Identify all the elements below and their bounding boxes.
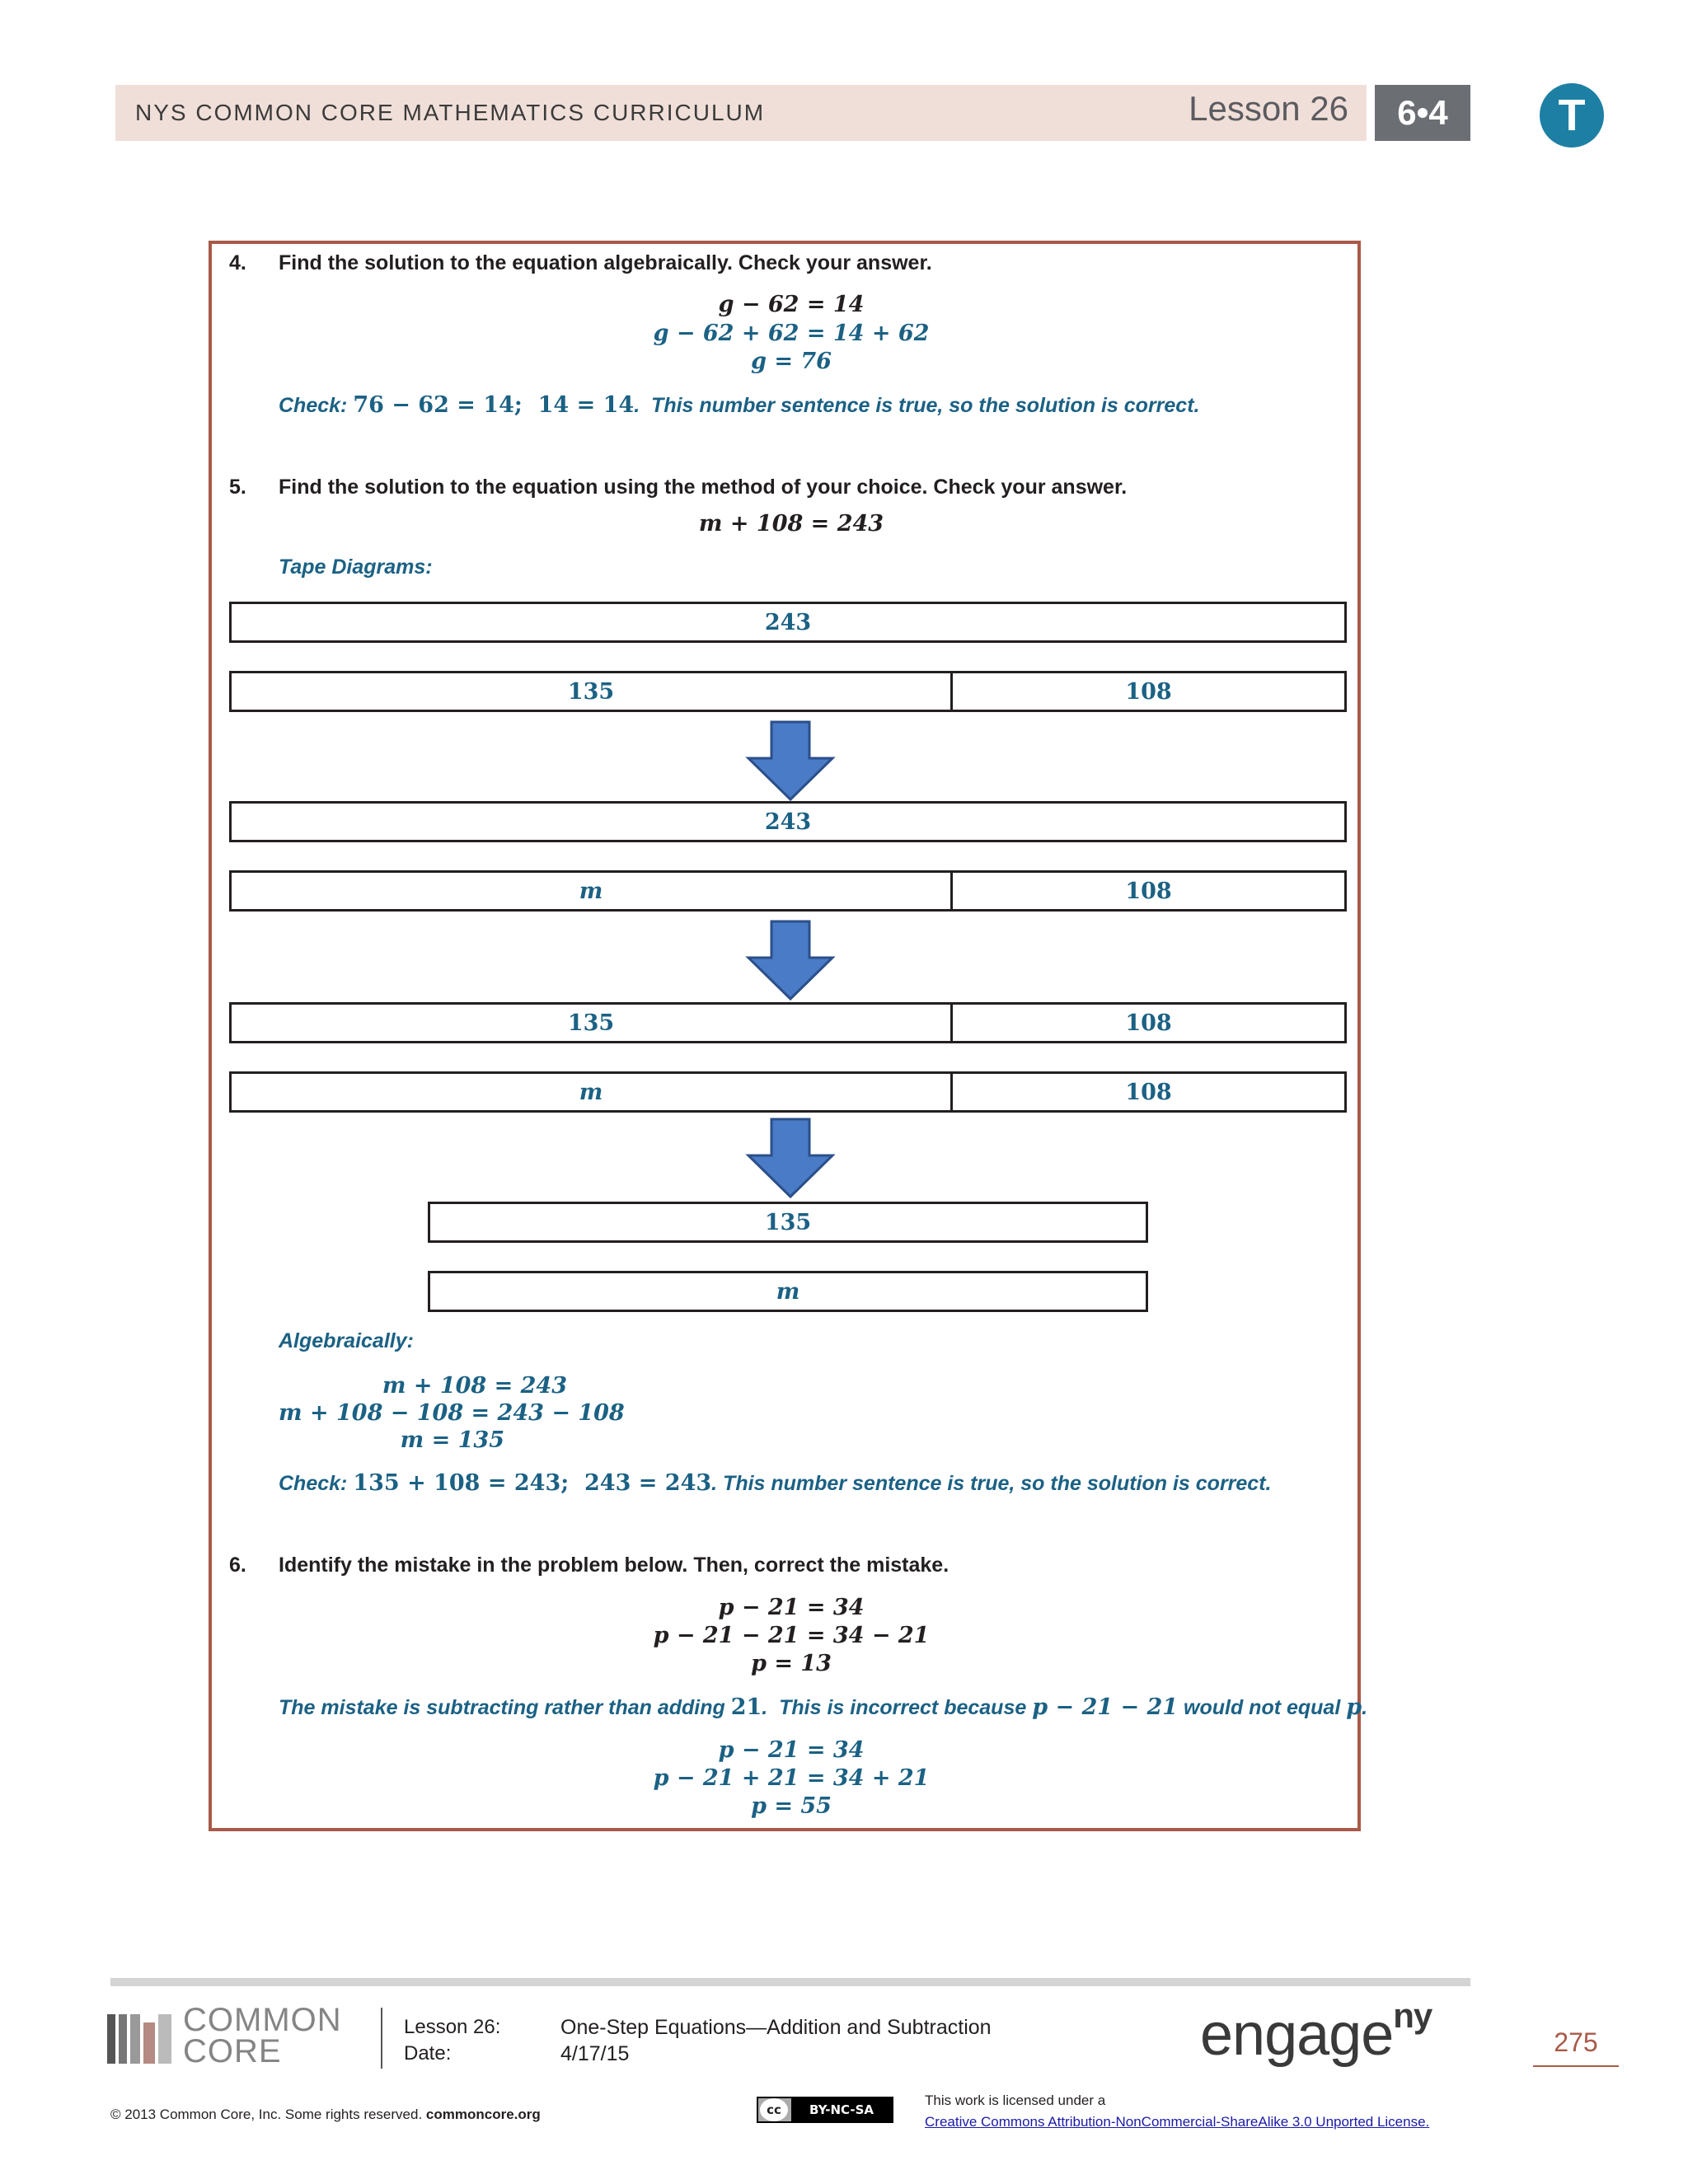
copyright-site[interactable]: commoncore.org: [425, 2107, 541, 2122]
q4-equation: g − 62 = 14: [718, 292, 865, 317]
copyright-text: © 2013 Common Core, Inc. Some rights reserved.: [110, 2107, 426, 2122]
q5-prompt: Find the solution to the equation using the method of your choice. Check your answer.: [279, 476, 1128, 499]
tape-diagram-parts: [229, 1002, 1347, 1043]
tape-segment: 135: [567, 1010, 615, 1036]
q4-check-math: 76 − 62 = 14; 14 = 14: [353, 392, 635, 418]
footer-date-value: 4/17/15: [560, 2042, 630, 2065]
tape-segment: m: [579, 878, 603, 904]
curriculum-title: NYS COMMON CORE MATHEMATICS CURRICULUM: [135, 100, 766, 125]
engage-ny-logo: [1200, 1996, 1432, 2069]
down-arrow-icon: [745, 720, 836, 803]
tape-diagram-parts: [229, 671, 1347, 712]
q5-check-label: Check:: [279, 1472, 354, 1495]
engage-wordmark: engage: [1200, 2002, 1394, 2068]
q6-fix-equation: p − 21 = 34: [718, 1737, 865, 1763]
q6-fix-step: p − 21 + 21 = 34 + 21: [653, 1765, 930, 1791]
down-arrow-icon: [745, 920, 836, 1002]
q5-alg-step-1: [279, 1373, 567, 1399]
tape-diagrams-label: Tape Diagrams:: [279, 555, 433, 579]
license-text: This work is licensed under a: [925, 2093, 1106, 2108]
tape-segment: 108: [950, 673, 1344, 710]
q6-note-d: p − 21 − 21: [1032, 1694, 1179, 1720]
tape-segment: m: [579, 1079, 603, 1105]
tape-diagram-result: [428, 1271, 1148, 1312]
q6-note-a: The mistake is subtracting rather than adding: [279, 1696, 731, 1719]
q6-note-c: . This is incorrect because: [762, 1696, 1033, 1719]
q6-fix-solution: p = 55: [751, 1793, 832, 1819]
cc-circle: cc: [760, 2098, 788, 2121]
common-core-logo-icon: [107, 2011, 173, 2064]
tape-segment: 243: [764, 808, 812, 835]
common-core-wordmark: [183, 2004, 342, 2067]
q6-explanation: [279, 1694, 1367, 1720]
down-arrow-icon: [745, 1118, 836, 1200]
logo-line-1: COMMON: [183, 2002, 342, 2038]
license-link[interactable]: Creative Commons Attribution-NonCommercial-ShareAlike 3.0 Unported License.: [925, 2114, 1430, 2130]
q5-number: 5.: [229, 476, 246, 499]
q4-step-1: g − 62 + 62 = 14 + 62: [653, 321, 930, 346]
tape-segment: 108: [950, 1005, 1344, 1041]
tape-segment: m: [776, 1278, 800, 1305]
q6-wrong-solution: p = 13: [751, 1651, 832, 1676]
q6-equation: p − 21 = 34: [718, 1595, 865, 1620]
q5-alg-step-2: m + 108 − 108 = 243 − 108: [279, 1400, 625, 1426]
ny-superscript: ny: [1393, 1996, 1432, 2035]
q5-alg-step-3: m = 135: [400, 1427, 504, 1453]
q6-prompt: Identify the mistake in the problem below. Then, correct the mistake.: [279, 1554, 950, 1577]
tape-segment: 135: [764, 1209, 812, 1235]
cc-license-type: BY-NC-SA: [791, 2098, 892, 2121]
footer-rule: [110, 1978, 1470, 1986]
q4-check: [279, 392, 1200, 418]
teacher-badge-icon: T: [1540, 83, 1604, 148]
page-number: 275: [1554, 2027, 1598, 2057]
q4-solution: g = 76: [751, 349, 832, 374]
footer-lesson-label: Lesson 26:: [404, 2016, 501, 2038]
q5-check-math: 135 + 108 = 243; 243 = 243: [353, 1470, 712, 1496]
copyright: [110, 2107, 541, 2123]
q6-note-b: 21: [730, 1694, 762, 1720]
tape-diagram-parts: [229, 1071, 1347, 1113]
tape-segment: 108: [950, 1074, 1344, 1110]
tape-segment: 135: [567, 678, 615, 705]
q6-wrong-step: p − 21 − 21 = 34 − 21: [653, 1623, 930, 1648]
tape-diagram-result: [428, 1202, 1148, 1243]
q5-alg-step-1-text: m + 108 = 243: [382, 1373, 567, 1399]
lesson-title: Lesson 26: [1189, 89, 1348, 128]
q6-note-e: would not equal: [1178, 1696, 1347, 1719]
module-badge: 6•4: [1375, 85, 1470, 141]
page-number-underline: [1533, 2065, 1619, 2067]
footer-divider: [381, 2008, 382, 2069]
q6-note-f: p: [1346, 1694, 1362, 1720]
q5-check-text: . This number sentence is true, so the solution is correct.: [711, 1472, 1272, 1495]
q5-check: [279, 1470, 1271, 1496]
tape-diagram-total: [229, 801, 1347, 842]
footer-date-label: Date:: [404, 2042, 452, 2064]
q4-prompt: Find the solution to the equation algebraically. Check your answer.: [279, 251, 932, 274]
q4-check-text: . This number sentence is true, so the solution is correct.: [634, 394, 1200, 417]
q6-note-g: .: [1362, 1696, 1368, 1719]
algebraically-label: Algebraically:: [279, 1329, 414, 1352]
tape-diagram-total: [229, 602, 1347, 643]
tape-segment: 108: [950, 873, 1344, 909]
q4-number: 4.: [229, 251, 246, 274]
creative-commons-icon[interactable]: [757, 2097, 893, 2123]
tape-diagram-parts: [229, 870, 1347, 912]
logo-line-2: CORE: [183, 2033, 282, 2069]
footer-lesson-title: One-Step Equations—Addition and Subtraction: [560, 2016, 992, 2039]
q6-number: 6.: [229, 1554, 246, 1577]
q4-check-label: Check:: [279, 394, 354, 417]
q5-equation: m + 108 = 243: [698, 511, 884, 537]
tape-segment: 243: [764, 609, 812, 635]
